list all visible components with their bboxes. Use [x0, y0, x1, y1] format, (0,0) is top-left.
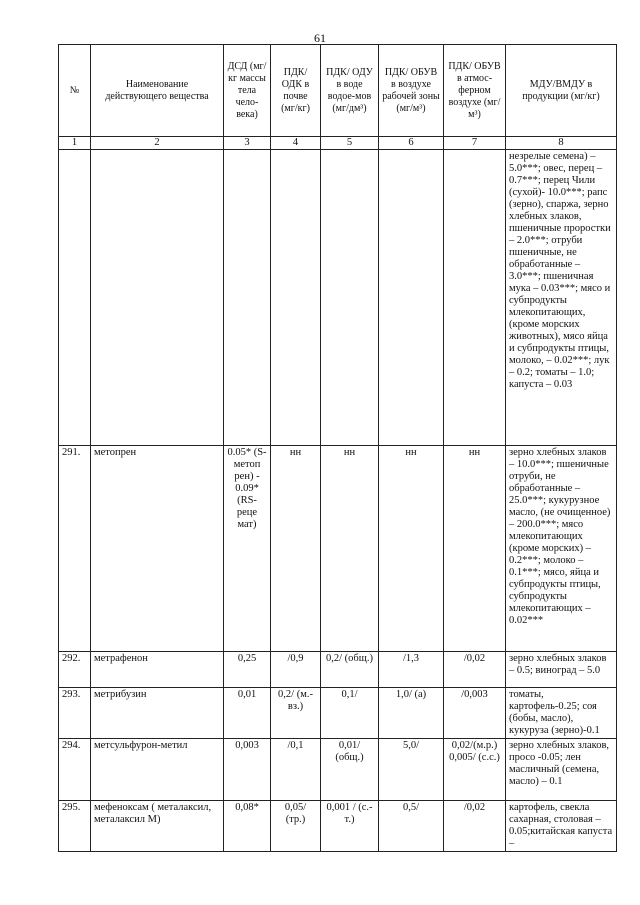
col-number: 2 [91, 137, 224, 150]
header-mdu: МДУ/ВМДУ в продукции (мг/кг) [506, 45, 617, 137]
water-value: 0,2/ (общ.) [321, 652, 379, 688]
work-air-value: /1,3 [379, 652, 444, 688]
header-dsd: ДСД (мг/кг массы тела чело-века) [224, 45, 271, 137]
col-number: 5 [321, 137, 379, 150]
atm-air-value: 0,02/(м.р.) 0,005/ (с.с.) [444, 739, 506, 801]
water-value: 0,1/ [321, 688, 379, 739]
table-row [59, 688, 617, 739]
page-number: 61 [314, 31, 326, 45]
table-row [59, 446, 617, 652]
col-number: 8 [506, 137, 617, 150]
water-value: 0,001 / (с.-т.) [321, 801, 379, 852]
mdu-value: зерно хлебных злаков, просо -0.05; лен масличный (семена, масло) – 0.1 [506, 739, 617, 801]
row-num: 293. [59, 688, 91, 739]
substance-name: метрафенон [91, 652, 224, 688]
substance-name: метсульфурон-метил [91, 739, 224, 801]
work-air-value: 1,0/ (а) [379, 688, 444, 739]
row-num: 295. [59, 801, 91, 852]
work-air-value: нн [379, 446, 444, 652]
header-pdk-air: ПДК/ ОБУВ в атмос-ферном воздухе (мг/м³) [444, 45, 506, 137]
mdu-value: томаты, картофель-0.25; соя (бобы, масло), кукуруза (зерно)-0.1 [506, 688, 617, 739]
water-value [321, 150, 379, 446]
table-row [59, 801, 617, 852]
atm-air-value [444, 150, 506, 446]
column-number-row [59, 137, 617, 150]
mdu-value: зерно хлебных злаков – 0.5; виноград – 5.0 [506, 652, 617, 688]
atm-air-value: /0,02 [444, 801, 506, 852]
header-pdk-water: ПДК/ ОДУ в воде водое-мов (мг/дм³) [321, 45, 379, 137]
atm-air-value: /0,003 [444, 688, 506, 739]
row-num: 294. [59, 739, 91, 801]
dsd-value: 0.05* (S-метоп рен) - 0.09* (RS-реце мат) [224, 446, 271, 652]
header-name: Наименование действующего вещества [91, 45, 224, 137]
header-num: № [59, 45, 91, 137]
substance-name: мефеноксам ( металаксил, металаксил М) [91, 801, 224, 852]
dsd-value: 0,01 [224, 688, 271, 739]
substance-name: метопрен [91, 446, 224, 652]
col-number: 7 [444, 137, 506, 150]
table-row [59, 150, 617, 446]
soil-value [271, 150, 321, 446]
row-num: 291. [59, 446, 91, 652]
soil-value: 0,2/ (м.-вз.) [271, 688, 321, 739]
water-value: 0,01/ (общ.) [321, 739, 379, 801]
table-row [59, 739, 617, 801]
dsd-value: 0,08* [224, 801, 271, 852]
col-number: 6 [379, 137, 444, 150]
soil-value: 0,05/ (тр.) [271, 801, 321, 852]
work-air-value [379, 150, 444, 446]
mdu-value: зерно хлебных злаков – 10.0***; пшеничные отруби, не обработанные – 25.0***; кукурузное масло, (не очищенное) – 200.0***; мясо млекопитающих (кроме морских) – 0.2***; молоко – 0.1***; мясо, яйца и субпродукты птицы, субпродукты млекопитающих – 0.02*** [506, 446, 617, 652]
dsd-value: 0,003 [224, 739, 271, 801]
col-number: 3 [224, 137, 271, 150]
mdu-value: незрелые семена) – 5.0***; овес, перец – 0.7***; перец Чили (сухой)- 10.0***; рапс (зерно), спаржа, зерно хлебных злаков, пшеничные проростки – 2.0***; отруби пшеничные, не обработанные – 3.0***; пшеничная мука – 0.03***; мясо и субпродукты млекопитающих, (кроме морских животных), мясо яйца и субпродукты птицы, молоко, – 0.02***; лук – 0.2; томаты – 1.0; капуста – 0.03 [506, 150, 617, 446]
col-number: 4 [271, 137, 321, 150]
dsd-value [224, 150, 271, 446]
substance-name [91, 150, 224, 446]
soil-value: /0,1 [271, 739, 321, 801]
soil-value: нн [271, 446, 321, 652]
header-row [59, 45, 617, 137]
header-pdk-work: ПДК/ ОБУВ в воздухе рабочей зоны (мг/м³) [379, 45, 444, 137]
pesticide-table [58, 44, 617, 852]
row-num [59, 150, 91, 446]
substance-name: метрибузин [91, 688, 224, 739]
row-num: 292. [59, 652, 91, 688]
col-number: 1 [59, 137, 91, 150]
soil-value: /0,9 [271, 652, 321, 688]
header-pdk-soil: ПДК/ ОДК в почве (мг/кг) [271, 45, 321, 137]
water-value: нн [321, 446, 379, 652]
atm-air-value: нн [444, 446, 506, 652]
table-row [59, 652, 617, 688]
work-air-value: 5,0/ [379, 739, 444, 801]
atm-air-value: /0,02 [444, 652, 506, 688]
work-air-value: 0,5/ [379, 801, 444, 852]
mdu-value: картофель, свекла сахарная, столовая – 0.05;китайская капуста – [506, 801, 617, 852]
dsd-value: 0,25 [224, 652, 271, 688]
